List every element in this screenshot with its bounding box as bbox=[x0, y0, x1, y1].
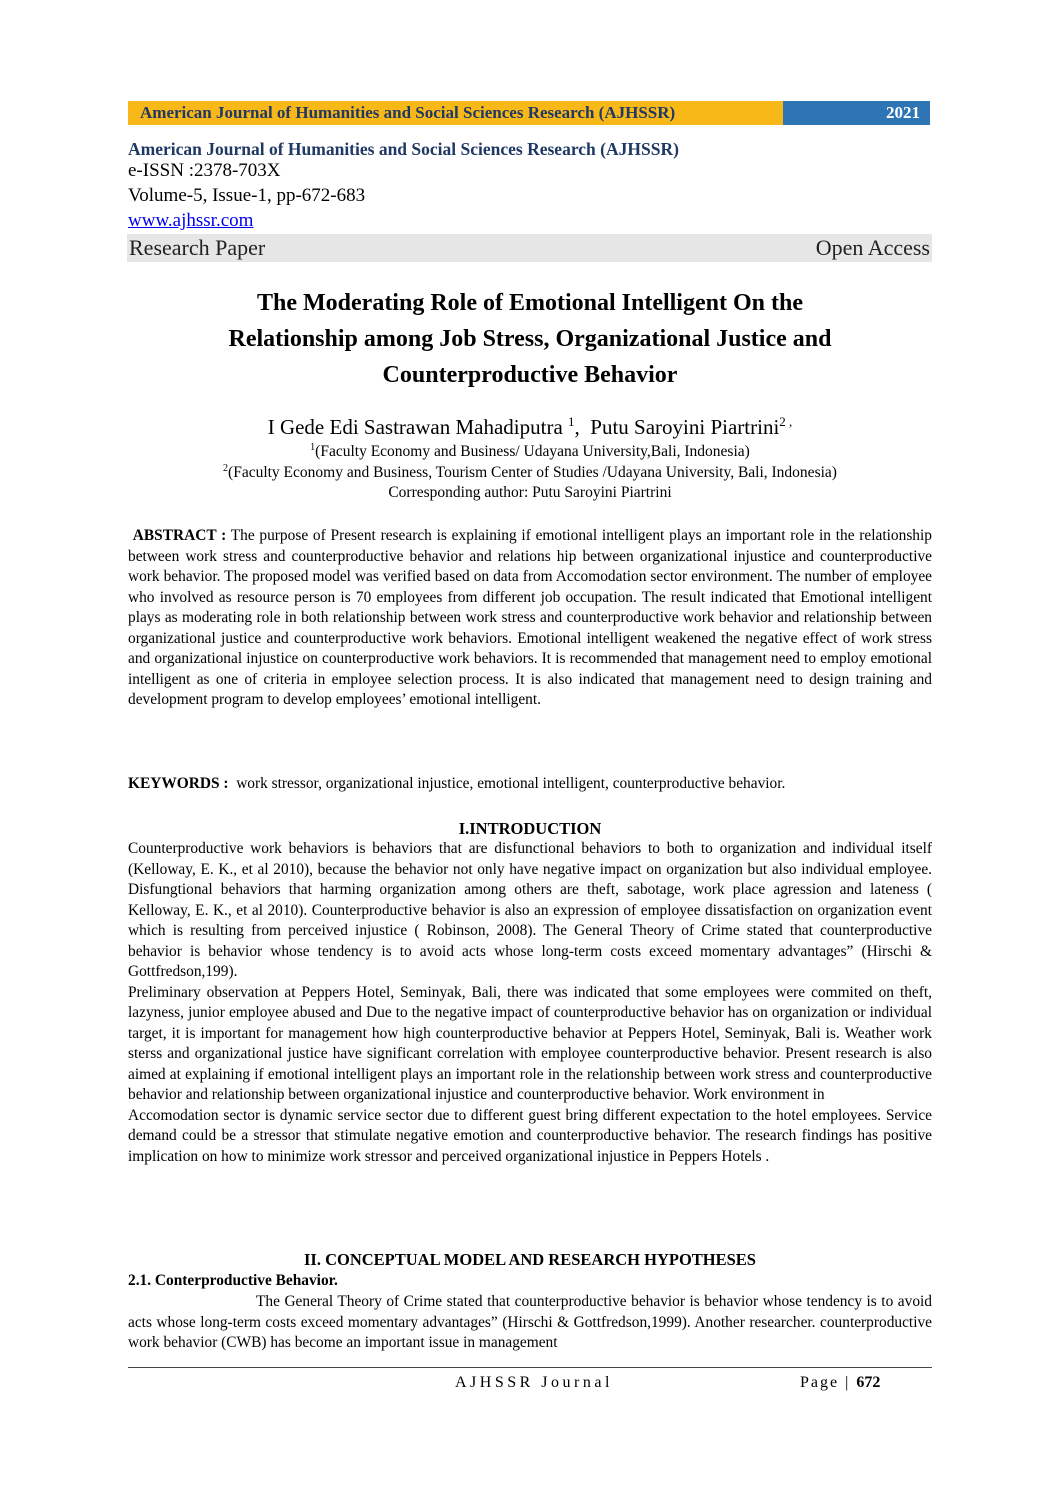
author-separator: , bbox=[574, 415, 580, 439]
paragraph: The General Theory of Crime stated that counterproductive behavior is behavior whose tendency is to avoid acts whose long-term costs exceed momentary advantages” (Hirschi & Gottfredson,1999). Another researcher. counterproductive work behavior (CWB) has become an important issue in management bbox=[128, 1293, 932, 1351]
running-header-year: 2021 bbox=[783, 101, 930, 125]
paragraph: Accomodation sector is dynamic service sector due to different guest bring different expectation to the hotel employees. Service demand could be a stressor that stimulate negative emotion and counterproductive behavior. The research findings has positive implication on how to minimize work stressor and perceived organizational injustice in Peppers Hotels . bbox=[128, 1106, 932, 1165]
abstract-text: The purpose of Present research is explaining if emotional intelligent plays an important role in the relationship between work stress and counterproductive behavior and relations hip between organizational injustice and counterproductive work behavior. The proposed model was verified based on data from Accomodation sector environment. The number of employee who involved as resource person is 70 employees from different job occupation. The result indicated that Emotional intelligent plays as moderating role in both relationship between work stress and counterproductive work behavior and relationship between organizational justice and counterproductive work behaviors. Emotional intelligent weakened the negative effect of work stress and organizational injustice on counterproductive work behaviors. It is recommended that management need to employ emotional intelligent as one of criteria in employee selection process. It is also indicated that management need to design training and development program to develop employees’ emotional intelligent. bbox=[128, 527, 932, 708]
paper-title bbox=[128, 285, 932, 393]
paper-type-bar bbox=[127, 234, 932, 262]
author-name: Putu Saroyini Piartrini bbox=[590, 415, 780, 439]
keywords-label: KEYWORDS : bbox=[128, 775, 229, 792]
introduction-body bbox=[128, 839, 932, 1167]
title-line: Counterproductive Behavior bbox=[382, 362, 678, 388]
journal-name: American Journal of Humanities and Social Sciences Research (AJHSSR) bbox=[128, 139, 679, 159]
title-line: Relationship among Job Stress, Organizational Justice and bbox=[228, 326, 832, 352]
running-header bbox=[128, 101, 930, 125]
affiliation-1 bbox=[128, 442, 932, 461]
paragraph: Counterproductive work behaviors is behaviors that are disfunctional behaviors to both to organization and individual itself (Kelloway, E. K., et al 2010), because the behavior not only have negative impact on organization but also individual employee. Disfungtional behaviors that harming organization among others are theft, sabotage, work place agression and lateness ( Kelloway, E. K., et al 2010). Counterproductive behavior is also an expression of employee dissatisfaction on organization event which is resulting from perceived injustice ( Robinson, 2008). The General Theory of Crime stated that counterproductive behavior is behavior whose tendency is to avoid acts whose long-term costs exceed momentary advantages” (Hirschi & Gottfredson,199). bbox=[128, 840, 932, 980]
footer-divider bbox=[128, 1367, 932, 1368]
paragraph: Preliminary observation at Peppers Hotel, Seminyak, Bali, there was indicated that some employees were commited on theft, lazyness, junior employee abused and Due to the negative impact of counterproductive behavior has on organization or individual target, it is important for management how high counterproductive behavior at Peppers Hotel, Seminyak, Bali is. Weather work sterss and organizational justice have significant correlation with employee counterproductive behavior. Present research is also aimed at explaining if emotional intelligent plays an important role in the relationship between work stress and counterproductive behavior and relationship between organizational injustice and counterproductive behavior. Work environment in bbox=[128, 983, 932, 1103]
subsection-heading: 2.1. Conterproductive Behavior. bbox=[128, 1272, 338, 1289]
volume-issue: Volume-5, Issue-1, pp-672-683 bbox=[128, 185, 366, 206]
affiliation-superscript: 2 bbox=[223, 463, 229, 474]
affiliation-text: (Faculty Economy and Business, Tourism Center of Studies /Udayana University, Bali, Indonesia) bbox=[228, 464, 837, 482]
title-line: The Moderating Role of Emotional Intelligent On the bbox=[257, 290, 803, 316]
corresponding-author: Corresponding author: Putu Saroyini Piartrini bbox=[388, 484, 672, 501]
section2-body bbox=[128, 1292, 932, 1354]
issn: e-ISSN :2378-703X bbox=[128, 160, 281, 181]
page-label: Page | bbox=[800, 1374, 851, 1391]
affiliation-text: (Faculty Economy and Business/ Udayana University,Bali, Indonesia) bbox=[315, 443, 750, 461]
footer-page bbox=[800, 1374, 880, 1392]
abstract-label: ABSTRACT : bbox=[132, 527, 227, 544]
author-name: I Gede Edi Sastrawan Mahadiputra bbox=[267, 415, 563, 439]
keywords bbox=[128, 774, 932, 795]
abstract bbox=[128, 526, 932, 711]
open-access-label: Open Access bbox=[815, 235, 930, 260]
section-heading-introduction: I.INTRODUCTION bbox=[458, 819, 602, 838]
paper-type: Research Paper bbox=[129, 235, 266, 260]
footer-journal: AJHSSR Journal bbox=[455, 1374, 613, 1391]
page-number: 672 bbox=[856, 1374, 881, 1391]
section-heading-conceptual-model: II. CONCEPTUAL MODEL AND RESEARCH HYPOTHESES bbox=[303, 1250, 756, 1269]
author-list bbox=[128, 414, 932, 440]
keywords-text: work stressor, organizational injustice, emotional intelligent, counterproductive behavior. bbox=[236, 775, 786, 792]
author-superscript: 1 bbox=[568, 414, 575, 429]
journal-website-link[interactable]: www.ajhssr.com bbox=[128, 210, 254, 231]
running-header-journal: American Journal of Humanities and Social Sciences Research (AJHSSR) bbox=[128, 101, 783, 125]
affiliation-superscript: 1 bbox=[310, 442, 316, 453]
author-superscript: 2 , bbox=[779, 414, 793, 429]
affiliation-2 bbox=[128, 463, 932, 482]
